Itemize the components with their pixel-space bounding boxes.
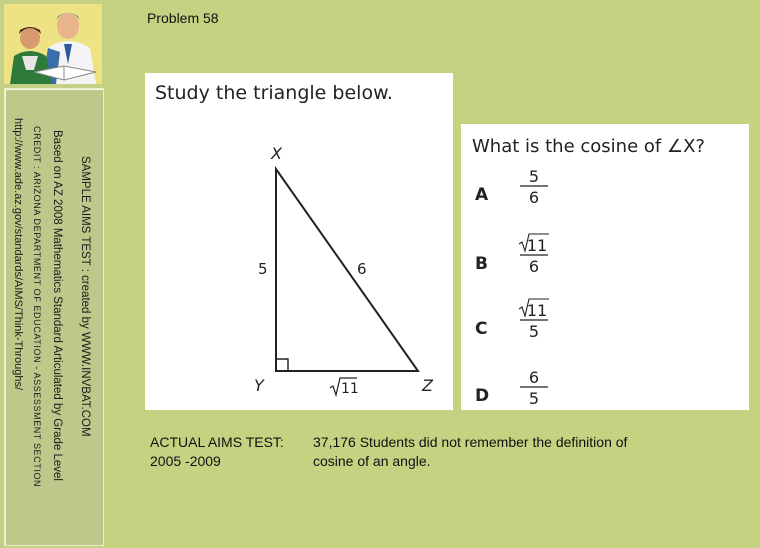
option-letter: A xyxy=(475,185,489,205)
option-letter: C xyxy=(475,319,488,339)
problem-title: Problem 58 xyxy=(147,10,219,26)
option-denominator: 5 xyxy=(528,322,540,341)
option-denominator: 6 xyxy=(528,188,540,207)
triangle-figure-card xyxy=(145,73,453,410)
answer-option[interactable] xyxy=(475,368,548,408)
credit-line-url: http://www.ade.az.gov/standards/AIMS/Think-Throughs/ xyxy=(12,118,24,391)
option-numerator: 11 xyxy=(526,236,548,255)
option-letter: D xyxy=(475,386,490,406)
footer-label-line2: 2005 -2009 xyxy=(150,453,221,469)
answer-option[interactable] xyxy=(475,299,549,341)
question-card xyxy=(461,124,749,410)
triangle-figure xyxy=(145,73,453,410)
side-label-xy: 5 xyxy=(258,260,268,278)
teachers-clipart-icon xyxy=(4,4,102,84)
option-denominator: 6 xyxy=(528,257,540,276)
side-label-xz: 6 xyxy=(357,260,367,278)
right-angle-marker xyxy=(276,359,288,371)
option-numerator: 11 xyxy=(526,301,548,320)
answer-option[interactable] xyxy=(475,234,549,276)
question-content xyxy=(461,124,749,410)
side-label-yz xyxy=(330,378,359,397)
credit-line-created-by: SAMPLE AIMS TEST : created by WWW.INVBAT.COM xyxy=(79,156,91,437)
answer-option[interactable] xyxy=(475,167,548,207)
vertex-label-x: X xyxy=(271,144,282,163)
credit-line-ade: CREDIT : ARIZONA DEPARTMENT OF EDUCATION - ASSESSMENT SECTION xyxy=(32,126,42,488)
option-numerator: 5 xyxy=(528,167,540,186)
question-text: What is the cosine of ∠X? xyxy=(472,136,705,157)
right-triangle xyxy=(276,169,418,371)
figure-instruction: Study the triangle below. xyxy=(155,82,393,104)
footer-text-line2: cosine of an angle. xyxy=(313,453,431,469)
option-denominator: 5 xyxy=(528,389,540,408)
option-letter: B xyxy=(475,254,488,274)
credit-line-standard: Based on AZ 2008 Mathematics Standard Articulated by Grade Level xyxy=(51,130,63,481)
footer-text-line1: 37,176 Students did not remember the definition of xyxy=(313,434,628,450)
vertex-label-y: Y xyxy=(254,376,264,395)
side-label-yz-radicand: 11 xyxy=(341,381,359,397)
sidebar xyxy=(0,0,104,548)
footer-label-line1: ACTUAL AIMS TEST: xyxy=(150,434,284,450)
vertex-label-z: Z xyxy=(422,376,433,395)
option-numerator: 6 xyxy=(528,368,540,387)
footer-note xyxy=(150,433,628,471)
